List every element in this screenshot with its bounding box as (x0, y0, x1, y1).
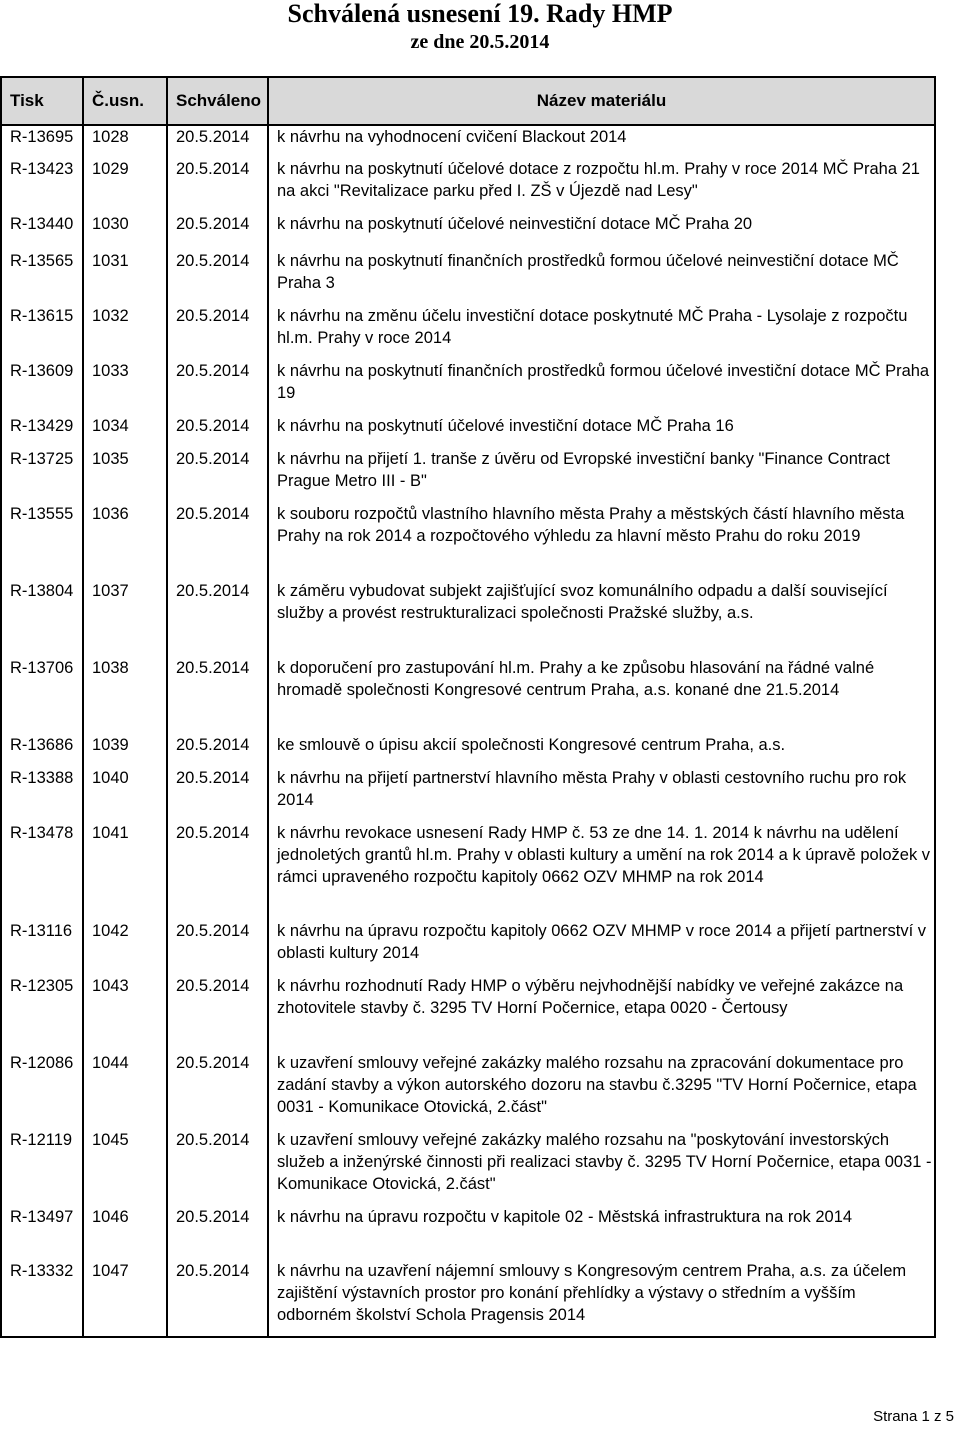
cell-schvaleno: 20.5.2014 (167, 580, 268, 657)
cell-tisk: R-13609 (1, 360, 83, 415)
cell-usneseni: 1046 (83, 1206, 167, 1260)
cell-usneseni: 1040 (83, 767, 167, 822)
table-row (1, 1052, 935, 1129)
table-row (1, 975, 935, 1052)
cell-tisk: R-13615 (1, 305, 83, 360)
cell-tisk: R-13423 (1, 158, 83, 213)
cell-usneseni: 1036 (83, 503, 167, 580)
cell-schvaleno: 20.5.2014 (167, 1129, 268, 1206)
cell-nazev: k záměru vybudovat subjekt zajišťující svoz komunálního odpadu a další související služby a provést restrukturalizaci společnosti Pražské služby, a.s. (268, 580, 935, 657)
cell-schvaleno: 20.5.2014 (167, 734, 268, 767)
table-row (1, 250, 935, 305)
cell-tisk: R-13804 (1, 580, 83, 657)
table-row (1, 657, 935, 734)
column-header-nazev: Název materiálu (268, 77, 935, 125)
cell-usneseni: 1032 (83, 305, 167, 360)
table-row (1, 580, 935, 657)
cell-tisk: R-13725 (1, 448, 83, 503)
cell-schvaleno: 20.5.2014 (167, 767, 268, 822)
table-header-row (1, 77, 935, 125)
cell-usneseni: 1033 (83, 360, 167, 415)
cell-nazev: k návrhu na přijetí partnerství hlavního města Prahy v oblasti cestovního ruchu pro rok 2014 (268, 767, 935, 822)
cell-nazev: ke smlouvě o úpisu akcií společnosti Kongresové centrum Praha, a.s. (268, 734, 935, 767)
cell-usneseni: 1031 (83, 250, 167, 305)
table-row (1, 822, 935, 920)
cell-tisk: R-13565 (1, 250, 83, 305)
cell-usneseni: 1029 (83, 158, 167, 213)
cell-nazev: k návrhu na poskytnutí finančních prostředků formou účelové investiční dotace MČ Praha 19 (268, 360, 935, 415)
cell-nazev: k návrhu na uzavření nájemní smlouvy s Kongresovým centrem Praha, a.s. za účelem zajištění výstavních prostor pro konání přehlídky a výstavy o středním a vyšším odborném školství Schola Pragensis 2014 (268, 1260, 935, 1337)
cell-tisk: R-13332 (1, 1260, 83, 1337)
table-row (1, 213, 935, 250)
cell-nazev: k návrhu na poskytnutí účelové investiční dotace MČ Praha 16 (268, 415, 935, 448)
table-row (1, 125, 935, 158)
cell-schvaleno: 20.5.2014 (167, 158, 268, 213)
cell-usneseni: 1043 (83, 975, 167, 1052)
cell-schvaleno: 20.5.2014 (167, 125, 268, 158)
cell-tisk: R-12119 (1, 1129, 83, 1206)
cell-schvaleno: 20.5.2014 (167, 1052, 268, 1129)
cell-schvaleno: 20.5.2014 (167, 1260, 268, 1337)
table-row (1, 920, 935, 975)
cell-nazev: k návrhu na poskytnutí finančních prostředků formou účelové neinvestiční dotace MČ Praha 3 (268, 250, 935, 305)
cell-schvaleno: 20.5.2014 (167, 920, 268, 975)
cell-schvaleno: 20.5.2014 (167, 305, 268, 360)
cell-nazev: k návrhu na poskytnutí účelové neinvestiční dotace MČ Praha 20 (268, 213, 935, 250)
cell-tisk: R-13388 (1, 767, 83, 822)
cell-tisk: R-13497 (1, 1206, 83, 1260)
cell-nazev: k uzavření smlouvy veřejné zakázky malého rozsahu na "poskytování investorských služeb a inženýrské činnosti při realizaci stavby č. 3295 TV Horní Počernice, etapa 0031 - Komunikace Otovická, 2.část" (268, 1129, 935, 1206)
cell-nazev: k návrhu rozhodnutí Rady HMP o výběru nejvhodnější nabídky ve veřejné zakázce na zhotovitele stavby č. 3295 TV Horní Počernice, etapa 0020 - Čertousy (268, 975, 935, 1052)
table-row (1, 767, 935, 822)
cell-tisk: R-13695 (1, 125, 83, 158)
cell-usneseni: 1039 (83, 734, 167, 767)
cell-schvaleno: 20.5.2014 (167, 360, 268, 415)
cell-usneseni: 1045 (83, 1129, 167, 1206)
cell-nazev: k návrhu na úpravu rozpočtu kapitoly 0662 OZV MHMP v roce 2014 a přijetí partnerství v oblasti kultury 2014 (268, 920, 935, 975)
cell-schvaleno: 20.5.2014 (167, 415, 268, 448)
table-row (1, 734, 935, 767)
cell-nazev: k návrhu na vyhodnocení cvičení Blackout 2014 (268, 125, 935, 158)
cell-schvaleno: 20.5.2014 (167, 448, 268, 503)
cell-usneseni: 1028 (83, 125, 167, 158)
cell-tisk: R-12086 (1, 1052, 83, 1129)
cell-nazev: k doporučení pro zastupování hl.m. Prahy a ke způsobu hlasování na řádné valné hromadě společnosti Kongresové centrum Praha, a.s. konané dne 21.5.2014 (268, 657, 935, 734)
cell-usneseni: 1037 (83, 580, 167, 657)
cell-nazev: k uzavření smlouvy veřejné zakázky malého rozsahu na zpracování dokumentace pro zadání stavby a výkon autorského dozoru na stavbu č.3295 "TV Horní Počernice, etapa 0031 - Komunikace Otovická, 2.část" (268, 1052, 935, 1129)
cell-usneseni: 1030 (83, 213, 167, 250)
cell-usneseni: 1038 (83, 657, 167, 734)
table-row (1, 305, 935, 360)
column-header-tisk: Tisk (1, 77, 83, 125)
cell-usneseni: 1047 (83, 1260, 167, 1337)
cell-schvaleno: 20.5.2014 (167, 213, 268, 250)
cell-schvaleno: 20.5.2014 (167, 250, 268, 305)
document-date: ze dne 20.5.2014 (410, 31, 550, 53)
cell-nazev: k návrhu na úpravu rozpočtu v kapitole 02 - Městská infrastruktura na rok 2014 (268, 1206, 935, 1260)
table-row (1, 503, 935, 580)
cell-nazev: k návrhu revokace usnesení Rady HMP č. 53 ze dne 14. 1. 2014 k návrhu na udělení jednoletých grantů hl.m. Prahy v oblasti kultury a umění na rok 2014 a k úpravě položek v rámci upraveného rozpočtu kapitoly 0662 OZV MHMP na rok 2014 (268, 822, 935, 920)
cell-tisk: R-13429 (1, 415, 83, 448)
cell-tisk: R-13116 (1, 920, 83, 975)
cell-nazev: k návrhu na změnu účelu investiční dotace poskytnuté MČ Praha - Lysolaje z rozpočtu hl.m. Prahy v roce 2014 (268, 305, 935, 360)
cell-schvaleno: 20.5.2014 (167, 1206, 268, 1260)
cell-nazev: k návrhu na poskytnutí účelové dotace z rozpočtu hl.m. Prahy v roce 2014 MČ Praha 21 na akci "Revitalizace parku před I. ZŠ v Újezdě nad Lesy" (268, 158, 935, 213)
resolutions-table (0, 76, 936, 1338)
cell-schvaleno: 20.5.2014 (167, 503, 268, 580)
column-header-schvaleno: Schváleno (167, 77, 268, 125)
cell-tisk: R-13686 (1, 734, 83, 767)
cell-schvaleno: 20.5.2014 (167, 975, 268, 1052)
table-row (1, 360, 935, 415)
cell-tisk: R-13706 (1, 657, 83, 734)
cell-schvaleno: 20.5.2014 (167, 657, 268, 734)
cell-usneseni: 1041 (83, 822, 167, 920)
table-row (1, 415, 935, 448)
document-title: Schválená usnesení 19. Rady HMP (287, 0, 673, 28)
cell-tisk: R-12305 (1, 975, 83, 1052)
cell-tisk: R-13478 (1, 822, 83, 920)
cell-usneseni: 1035 (83, 448, 167, 503)
cell-usneseni: 1044 (83, 1052, 167, 1129)
table-row (1, 448, 935, 503)
cell-tisk: R-13440 (1, 213, 83, 250)
cell-nazev: k návrhu na přijetí 1. tranše z úvěru od Evropské investiční banky "Finance Contract Prague Metro III - B" (268, 448, 935, 503)
table-row (1, 158, 935, 213)
cell-tisk: R-13555 (1, 503, 83, 580)
cell-schvaleno: 20.5.2014 (167, 822, 268, 920)
page-number: Strana 1 z 5 (873, 1408, 954, 1425)
cell-nazev: k souboru rozpočtů vlastního hlavního města Prahy a městských částí hlavního města Prahy na rok 2014 a rozpočtového výhledu za hlavní město Prahu do roku 2019 (268, 503, 935, 580)
table-row (1, 1129, 935, 1206)
table-row (1, 1206, 935, 1260)
table-row (1, 1260, 935, 1337)
cell-usneseni: 1034 (83, 415, 167, 448)
column-header-usneseni: Č.usn. (83, 77, 167, 125)
cell-usneseni: 1042 (83, 920, 167, 975)
